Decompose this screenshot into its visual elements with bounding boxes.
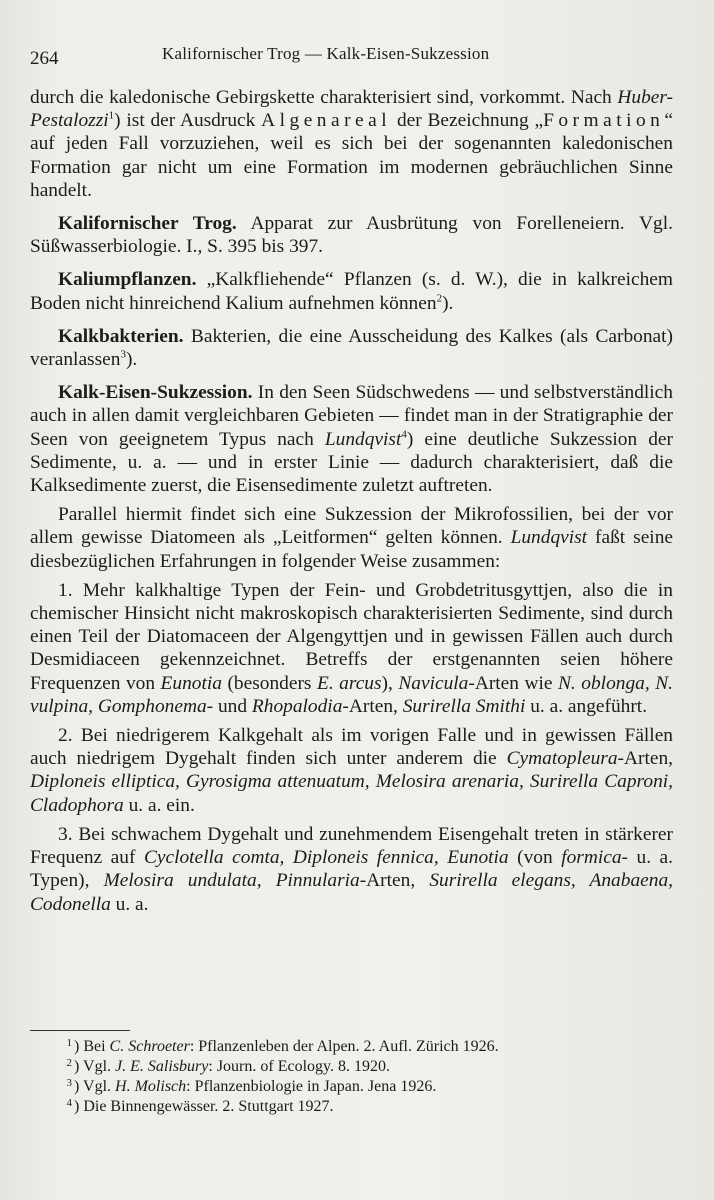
taxon-name: N. oblonga, N. vulpina, Gomphonema — [30, 672, 673, 717]
footnote-2 — [30, 1057, 673, 1077]
footnote-text: ) Vgl. — [74, 1078, 116, 1095]
footnote-4 — [30, 1097, 673, 1117]
text-span: (besonders — [221, 672, 317, 694]
entry-term: Kalifornischer Trog. — [58, 213, 237, 235]
text-span: ), — [381, 672, 399, 694]
text-span: Parallel hiermit findet sich eine Sukzession der Mikrofossilien, bei der vor allem gewisse Diatomeen als „Leitformen“ gelten können. — [30, 504, 673, 549]
entry-term: Kalk-Eisen-Sukzession. — [58, 382, 253, 404]
text-span: 3. Bei schwachem Dygehalt und zunehmendem Eisengehalt treten in stärkerer Frequenz auf — [30, 823, 673, 869]
footnote-ref: 4 — [401, 428, 407, 441]
text-span: der Bezeichnung „ — [391, 110, 544, 132]
list-item-1 — [30, 579, 673, 718]
list-item-3 — [30, 823, 673, 916]
parallel-paragraph — [30, 503, 673, 573]
text-span: -Arten, — [359, 870, 430, 892]
footnote-mark: 1 — [66, 1037, 72, 1049]
author-name: J. E. Salisbury — [115, 1058, 209, 1075]
taxon-name: Surirella Smithi — [402, 695, 526, 717]
taxon-name: Melosira undulata, Pinnularia — [103, 870, 360, 892]
footnotes — [30, 1030, 673, 1117]
taxon-name: Navicula — [398, 672, 469, 694]
author-name: C. Schroeter — [109, 1038, 190, 1055]
entry-kaliumpflanzen — [30, 268, 673, 314]
footnote-mark: 3 — [66, 1077, 72, 1089]
footnote-mark: 2 — [66, 1057, 72, 1069]
text-span: 1. Mehr kalkhaltige Typen der Fein- und Grobdetritusgyttjen, also die in chemischer Hinsicht nicht makroskopisch charakterisierten Sedimente, sind durch einen Teil der Diatomaceen der Algengyttjen und in gewissen Fällen auch durch Desmidiaceen gekennzeichnet. Betreffs der erstgenannten seien höhere Frequenzen von — [30, 579, 673, 694]
taxon-name: formica — [561, 847, 622, 869]
spaced-term: Formation — [543, 110, 665, 132]
taxon-name: E. arcus — [316, 672, 382, 694]
entry-kalk-eisen-sukzession — [30, 381, 673, 497]
page-body — [30, 86, 673, 916]
footnote-ref: 2 — [436, 292, 443, 305]
text-span: “ auf jeden Fall vorzuziehen, weil es sich bei der sogenannten kaledonischen Formation gar nicht um eine Formation im modernen gebräuchlichen Sinne handelt. — [30, 110, 673, 201]
entry-term: Kaliumpflanzen. — [58, 269, 197, 291]
text-span: (von — [508, 847, 562, 869]
author-name: H. Molisch — [115, 1078, 187, 1095]
taxon-name: Cyclotella comta, Diploneis fennica, Eunotia — [143, 847, 509, 869]
author-name: Lundqvist — [324, 428, 402, 450]
entry-text: „Kalkfliehende“ Pflanzen (s. d. W.), die in kalkreichem Boden nicht hinreichend Kalium aufnehmen können — [30, 269, 673, 314]
footnote-divider — [30, 1030, 130, 1031]
footnote-text: : Pflanzenbiologie in Japan. Jena 1926. — [186, 1078, 437, 1095]
taxon-name: Cymatopleura — [506, 748, 618, 770]
continuation-paragraph — [30, 86, 673, 202]
spaced-term: Algenareal — [261, 110, 392, 132]
text-span: -Arten, — [342, 695, 403, 717]
entry-text: ). — [125, 349, 138, 371]
entry-text: In den Seen Südschwedens — und selbstverständlich auch in allen damit vergleichbaren Gebieten — findet man in der Stratigraphie der Seen von geeignetem Typus nach — [30, 382, 673, 450]
text-span: u. a. — [110, 893, 149, 915]
footnote-1 — [30, 1037, 673, 1057]
footnote-ref: 1 — [108, 109, 115, 122]
entry-text: ). — [442, 292, 454, 314]
entry-text: Apparat zur Ausbrütung von Forelleneiern. Vgl. Süßwasserbiologie. I., S. 395 bis 397. — [30, 213, 673, 258]
list-item-2 — [30, 724, 673, 817]
page-number: 264 — [30, 48, 59, 69]
taxon-name: Rhopalodia — [251, 695, 343, 717]
text-span: -Arten wie — [468, 672, 558, 694]
text-span: ) ist der Ausdruck — [114, 110, 262, 132]
text-span: - u. a. Typen), — [30, 847, 674, 892]
footnote-text: ) Die Binnengewässer. 2. Stuttgart 1927. — [74, 1098, 334, 1115]
footnote-text: : Journ. of Ecology. 8. 1920. — [208, 1058, 390, 1075]
footnote-text: ) Bei — [74, 1038, 110, 1055]
entry-term: Kalkbakterien. — [58, 325, 184, 347]
footnote-mark: 4 — [66, 1097, 72, 1109]
text-span: -Arten, — [617, 748, 673, 770]
footnote-3 — [30, 1077, 673, 1097]
taxon-name: Eunotia — [160, 672, 222, 694]
footnote-text: : Pflanzenleben der Alpen. 2. Aufl. Zürich 1926. — [189, 1038, 499, 1055]
running-head: Kalifornischer Trog — Kalk-Eisen-Sukzession — [162, 44, 490, 63]
author-name: Lundqvist — [510, 527, 588, 549]
text-span: u. a. ein. — [123, 794, 195, 816]
entry-text: ) eine deutliche Sukzession der Sedimente, u. a. — und in erster Linie — dadurch charakterisiert, daß die Kalksedimente zuerst, die Eisensedimente zuletzt auftreten. — [30, 428, 673, 497]
text-span: 2. Bei niedrigerem Kalkgehalt als im vorigen Falle und in gewissen Fällen auch niedrigem Dygehalt finden sich unter anderem die — [30, 725, 673, 770]
footnote-ref: 3 — [120, 348, 126, 361]
taxon-name: Surirella elegans, Anabaena, Codonella — [30, 870, 673, 915]
text-span: u. a. angeführt. — [525, 695, 648, 717]
text-span: faßt seine diesbezüglichen Erfahrungen in folgender Weise zusammen: — [30, 527, 673, 572]
entry-kalkbakterien — [30, 325, 673, 371]
footnote-text: ) Vgl. — [74, 1058, 116, 1075]
text-span: - und — [206, 695, 252, 717]
entry-kalifornischer-trog — [30, 212, 673, 258]
entry-text: Bakterien, die eine Ausscheidung des Kalkes (als Carbonat) veranlassen — [30, 325, 673, 371]
author-name: Huber-Pestalozzi — [30, 87, 673, 132]
text-span: durch die kaledonische Gebirgskette charakterisiert sind, vorkommt. Nach — [30, 87, 618, 108]
taxon-name: Diploneis elliptica, Gyrosigma attenuatum, Melosira arenaria, Surirella Caproni, Cladophora — [30, 771, 673, 816]
